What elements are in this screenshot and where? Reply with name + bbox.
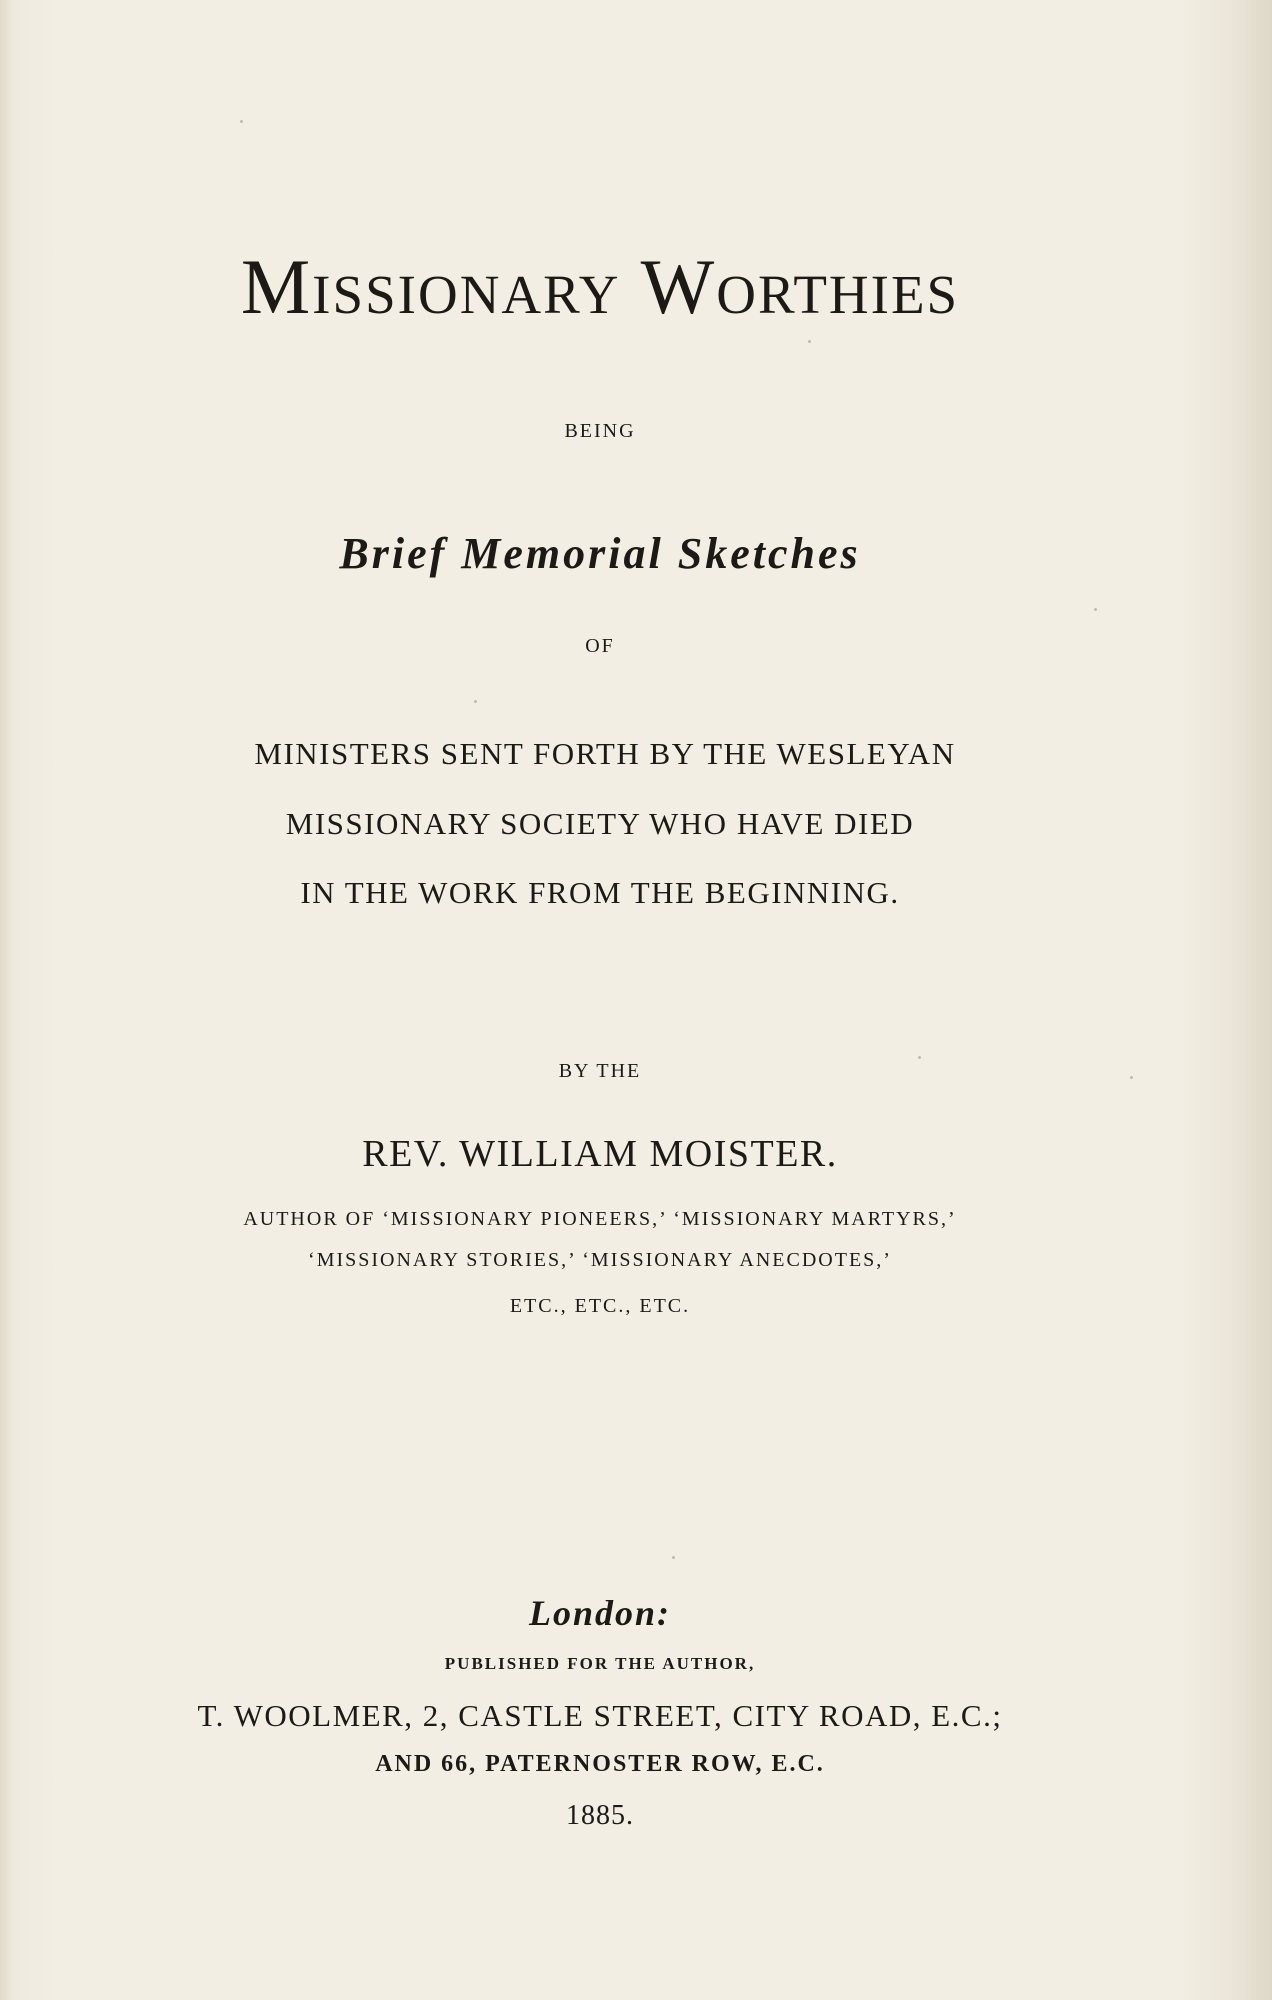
subtitle-blackletter: Brief Memorial Sketches: [339, 529, 861, 578]
other-works-line-3: ETC., ETC., ETC.: [509, 1295, 691, 1317]
publisher-line-2: AND 66, PATERNOSTER ROW, E.C.: [375, 1751, 825, 1777]
paper-speck: [808, 340, 811, 343]
imprint-city: London:: [528, 1593, 672, 1633]
paper-speck: [672, 1556, 675, 1559]
being-label: BEING: [564, 420, 636, 442]
other-works-line-2: ‘MISSIONARY STORIES,’ ‘MISSIONARY ANECDOTES,’: [308, 1249, 892, 1271]
publication-year: 1885.: [566, 1800, 634, 1831]
description-line-2: MISSIONARY SOCIETY WHO HAVE DIED: [285, 806, 915, 841]
by-the-label: BY THE: [558, 1060, 642, 1082]
published-for-line: PUBLISHED FOR THE AUTHOR,: [444, 1654, 756, 1673]
paper-speck: [240, 120, 243, 123]
paper-speck: [1094, 608, 1097, 611]
description-line-1: MINISTERS SENT FORTH BY THE WESLEYAN: [254, 736, 956, 771]
paper-speck: [1130, 1076, 1133, 1079]
author-name: REV. WILLIAM MOISTER.: [362, 1133, 838, 1175]
description-line-3: IN THE WORK FROM THE BEGINNING.: [300, 875, 900, 910]
of-label: OF: [585, 635, 615, 657]
book-title: Missionary Worthies: [240, 243, 960, 330]
paper-speck: [918, 1056, 921, 1059]
paper-speck: [474, 700, 477, 703]
other-works-line-1: AUTHOR OF ‘MISSIONARY PIONEERS,’ ‘MISSIONARY MARTYRS,’: [243, 1208, 957, 1230]
publisher-line-1: T. WOOLMER, 2, CASTLE STREET, CITY ROAD, E.C.;: [197, 1698, 1003, 1733]
